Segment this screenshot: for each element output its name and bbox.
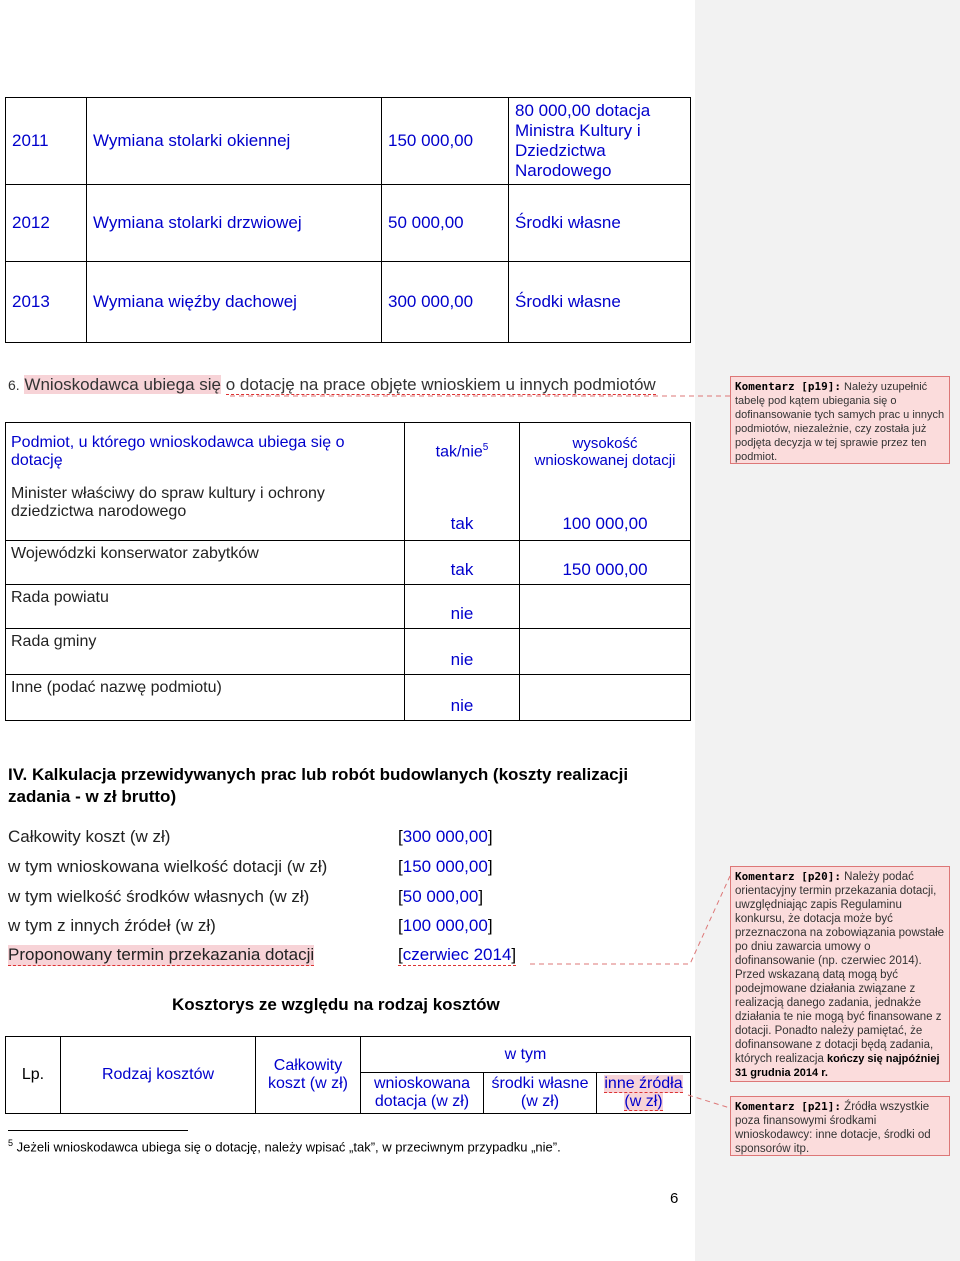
amount-cell: 150 000,00 [382,98,509,185]
comment-connector [688,1095,730,1108]
cost-label: w tym z innych źródeł (w zł) [8,916,216,935]
section-4-heading: IV. Kalkulacja przewidywanych prac lub robót budowlanych (koszty realizacji zadania - w zł brutto) [8,765,629,806]
entity-cell: Rada gminy [6,629,405,675]
source-cell: Środki własne [509,185,691,262]
yesno-header: tak/nie$^5$ [405,423,520,481]
lp-header: Lp. [6,1037,61,1114]
entity-cell: Minister właściwy do spraw kultury i ochrony dziedzictwa narodowego [6,481,405,541]
entity-cell: Rada powiatu [6,585,405,629]
source-cell: 80 000,00 dotacja Ministra Kultury i Dziedzictwa Narodowego [509,98,691,185]
footnote: $^5$ Jeżeli wnioskodawca ubiega się o dotację, należy wpisać „tak”, w przeciwnym przypadku „nie”. [8,1138,561,1155]
comment-p21[interactable]: Komentarz [p21]: Źródła wszystkie poza finansowymi środkami wnioskodawcy: inne dotacje, środki od sponsorów itp. [730,1096,950,1156]
entity-cell: Inne (podać nazwę podmiotu) [6,675,405,721]
cost-value: [100 000,00] [398,916,493,935]
year-cell: 2013 [6,262,87,343]
comment-p19[interactable]: Komentarz [p19]: Należy uzupełnić tabelę pod kątem ubiegania się o dofinansowanie tych samych prac u innych podmiotów, niezależnie, czy została już podjęta decyzja w tej sprawie przez ten podmiot. [730,376,950,464]
year-cell: 2011 [6,98,87,185]
cost-value: [czerwiec 2014] [398,945,517,964]
work-name-cell: Wymiana stolarki okiennej [87,98,382,185]
work-name-cell: Wymiana więźby dachowej [87,262,382,343]
source-cell: Środki własne [509,262,691,343]
entity-header: Podmiot, u którego wnioskodawca ubiega się o dotację [6,423,405,481]
amount-cell: 100 000,00 [520,481,691,541]
amount-header: wysokość wnioskowanej dotacji [520,423,691,481]
own-header: środki własne (w zł) [484,1073,597,1114]
section-number: 6. [8,377,20,393]
kosztorys-title: Kosztorys ze względu na rodzaj kosztów [172,995,500,1014]
cost-value: [150 000,00] [398,857,493,876]
amount-cell: 300 000,00 [382,262,509,343]
total-header: Całkowity koszt (w zł) [256,1037,361,1114]
work-name-cell: Wymiana stolarki drzwiowej [87,185,382,262]
cost-value: [300 000,00] [398,827,493,846]
comment-p20[interactable]: Komentarz [p20]: Należy podać orientacyjny termin przekazania dotacji, uwzględniając zapis Regulaminu konkursu, że dotacja może być przeznaczona na zobowiązania powstałe po dniu zawarcia umowy o dofinansowanie (np. czerwiec 2014). Przed wskazaną datą mogą być podejmowane działania związane z realizacją danego zadania, jednakże działania te nie mogą być finansowane z dotacji. Ponadto należy pamiętać, że dofinansowane z dotacji będą zadania, których realizacja kończy się najpóźniej 31 grudnia 2014 r. [730,866,950,1082]
comment-connector [530,876,730,964]
entity-cell: Wojewódzki konserwator zabytków [6,541,405,585]
yesno-cell: nie [405,629,520,675]
page-number: 6 [670,1190,679,1207]
other-header: inne źródła (w zł) [597,1073,691,1114]
cost-label: w tym wielkość środków własnych (w zł) [8,887,310,906]
yesno-cell: tak [405,481,520,541]
amount-cell: 50 000,00 [382,185,509,262]
yesno-cell: tak [405,541,520,585]
cost-label: Całkowity koszt (w zł) [8,827,171,846]
cost-label: Proponowany termin przekazania dotacji [8,945,315,964]
type-header: Rodzaj kosztów [61,1037,256,1114]
amount-cell: 150 000,00 [520,541,691,585]
cost-value: [50 000,00] [398,887,484,906]
cost-label: w tym wnioskowana wielkość dotacji (w zł) [8,857,328,876]
yesno-cell: nie [405,675,520,721]
yesno-cell: nie [405,585,520,629]
year-cell: 2012 [6,185,87,262]
highlighted-text: Wnioskodawca ubiega się [24,375,221,394]
wtym-header: w tym [361,1037,691,1073]
section-6-text: o dotację na prace objęte wnioskiem u innych podmiotów [225,375,656,394]
requested-header: wnioskowana dotacja (w zł) [361,1073,484,1114]
